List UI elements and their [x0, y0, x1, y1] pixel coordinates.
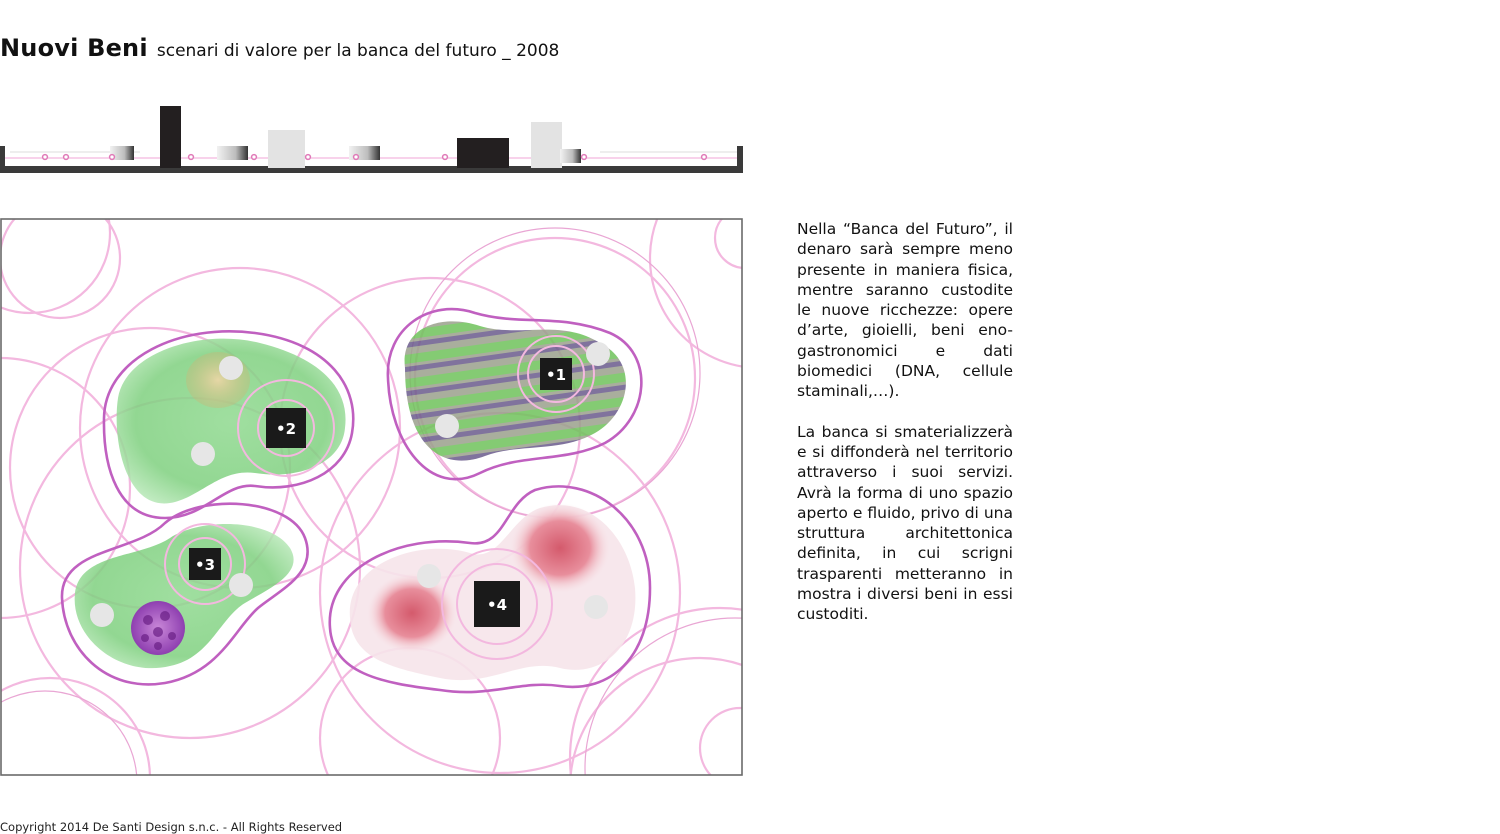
page-title: Nuovi Beni: [0, 34, 148, 62]
zone-badge-4[interactable]: [474, 581, 520, 627]
page-subtitle: scenari di valore per la banca del futuro _ 2008: [156, 41, 560, 61]
strip-box-tall: [160, 106, 181, 168]
copyright-footer: Copyright 2014 De Santi Design s.n.c. - All Rights Reserved: [0, 820, 343, 834]
strip-box-light: [531, 122, 562, 168]
zone-badge-3[interactable]: [189, 548, 221, 580]
zone-badge-1[interactable]: [540, 358, 572, 390]
node-dot: [435, 414, 459, 438]
description-text: [797, 219, 1013, 645]
description-paragraph-1: Nella “Banca del Futuro”, il denaro sarà sempre meno presente in maniera fisica, mentre saranno custodite le nuove ricchezze: opere d’arte, gioielli, beni eno-gastronomici e dati biomedici (DNA, cellule staminali,…).: [797, 220, 1013, 401]
node-dot: [90, 603, 114, 627]
zone-2: [104, 331, 353, 518]
strip-box-wide: [457, 138, 509, 168]
strip-right-wall: [737, 146, 743, 168]
description-paragraph-2: La banca si smaterializzerà e si diffonderà nel territorio attraverso i suoi servizi. Avrà la forma di uno spazio aperto e fluido, privo di una struttura architettonica definita, in cui scrigni trasparenti metteranno in mostra i diversi beni in essi custoditi.: [797, 422, 1013, 624]
node-dot: [229, 573, 253, 597]
svg-text:•4: •4: [486, 596, 508, 614]
zone-3: [62, 504, 308, 685]
strip-box-light: [268, 130, 305, 168]
node-dot: [586, 342, 610, 366]
plan-map: [0, 218, 744, 776]
section-elevation-strip: [0, 100, 745, 178]
svg-text:•1: •1: [545, 366, 567, 384]
svg-text:•3: •3: [194, 556, 216, 574]
svg-text:•2: •2: [275, 420, 297, 438]
strip-base: [0, 166, 743, 173]
zone-badge-2[interactable]: [266, 408, 306, 448]
range-rings: [0, 218, 744, 776]
zone-1: [388, 309, 641, 479]
node-dot: [219, 356, 243, 380]
node-dot: [417, 564, 441, 588]
strip-box: [217, 146, 248, 160]
node-dot: [584, 595, 608, 619]
title-block: [0, 34, 559, 62]
node-dot: [191, 442, 215, 466]
strip-box: [560, 149, 581, 163]
strip-left-wall: [0, 146, 5, 168]
